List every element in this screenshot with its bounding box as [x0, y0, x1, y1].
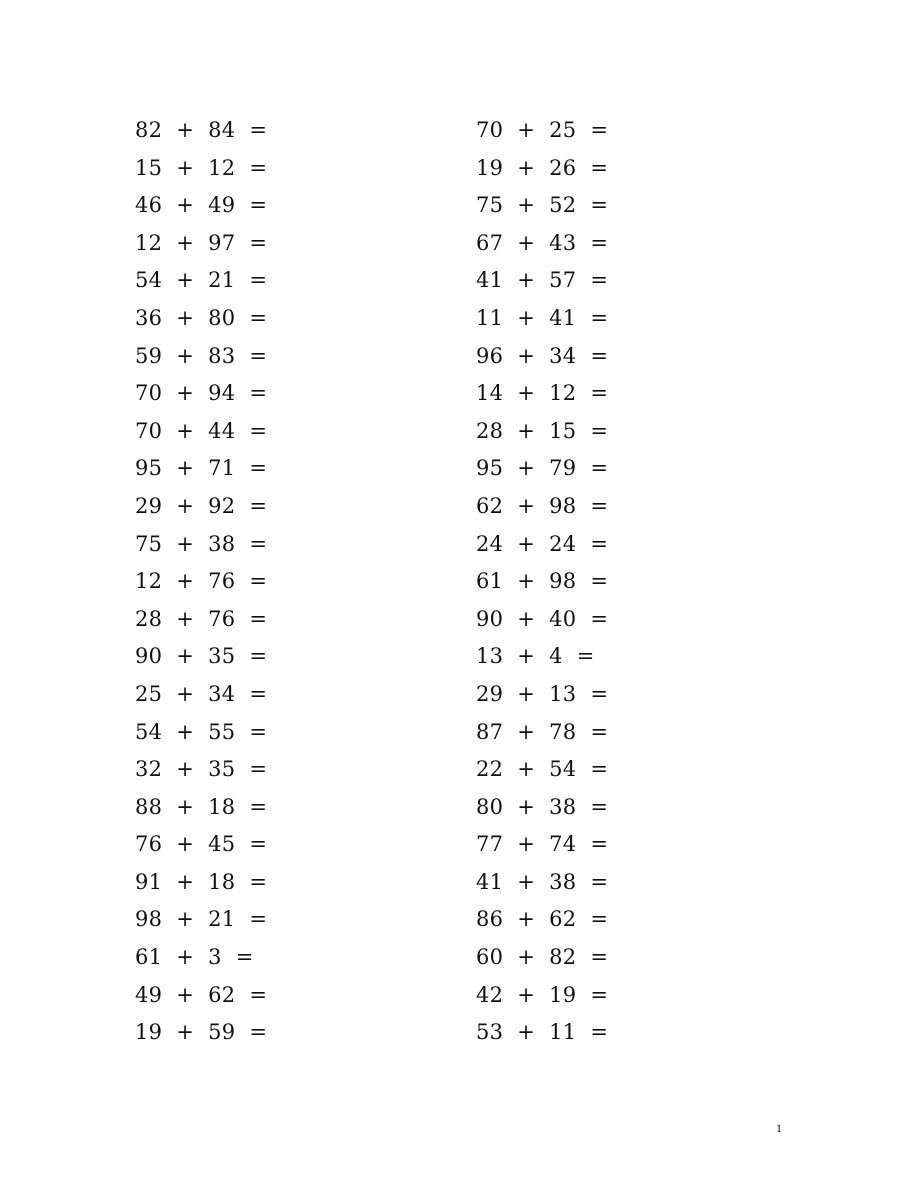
math-problem: 61 + 3 =	[135, 945, 254, 970]
math-problem: 22 + 54 =	[476, 757, 609, 782]
math-problem: 77 + 74 =	[476, 832, 609, 857]
math-problem: 87 + 78 =	[476, 719, 609, 744]
math-problem: 11 + 41 =	[476, 305, 609, 330]
math-problem: 29 + 13 =	[476, 681, 609, 706]
math-problem: 98 + 21 =	[135, 907, 268, 932]
math-problem: 75 + 52 =	[476, 193, 609, 218]
math-problem: 49 + 62 =	[135, 982, 268, 1007]
math-problem: 61 + 98 =	[476, 569, 609, 594]
math-problem: 90 + 40 =	[476, 606, 609, 631]
math-problem: 76 + 45 =	[135, 832, 268, 857]
math-problem: 15 + 12 =	[135, 155, 268, 180]
right-problem-column	[476, 112, 776, 1052]
math-problem: 41 + 57 =	[476, 268, 609, 293]
math-problem: 13 + 4 =	[476, 644, 595, 669]
math-problem: 70 + 44 =	[135, 418, 268, 443]
math-problem: 60 + 82 =	[476, 945, 609, 970]
math-problem: 80 + 38 =	[476, 794, 609, 819]
math-problem: 53 + 11 =	[476, 1020, 609, 1045]
math-problem: 82 + 84 =	[135, 118, 268, 142]
math-problem: 88 + 18 =	[135, 794, 268, 819]
math-problem: 95 + 79 =	[476, 456, 609, 481]
math-problem: 59 + 83 =	[135, 343, 268, 368]
left-problem-column	[135, 112, 435, 1052]
math-problem: 25 + 34 =	[135, 681, 268, 706]
page-number: 1	[776, 1121, 782, 1135]
math-problem: 86 + 62 =	[476, 907, 609, 932]
math-problem: 28 + 15 =	[476, 418, 609, 443]
math-problem: 75 + 38 =	[135, 531, 268, 556]
math-problem: 12 + 97 =	[135, 230, 268, 255]
math-problem: 91 + 18 =	[135, 869, 268, 894]
math-problem: 96 + 34 =	[476, 343, 609, 368]
math-problem: 41 + 38 =	[476, 869, 609, 894]
math-problem: 19 + 26 =	[476, 155, 609, 180]
math-problem: 54 + 55 =	[135, 719, 268, 744]
math-problem: 70 + 94 =	[135, 381, 268, 406]
math-problem: 24 + 24 =	[476, 531, 609, 556]
math-problem: 46 + 49 =	[135, 193, 268, 218]
math-problem: 32 + 35 =	[135, 757, 268, 782]
math-problem: 70 + 25 =	[476, 118, 609, 142]
math-problem: 95 + 71 =	[135, 456, 268, 481]
math-problem: 28 + 76 =	[135, 606, 268, 631]
math-problem: 29 + 92 =	[135, 493, 268, 518]
math-problem: 54 + 21 =	[135, 268, 268, 293]
math-problem: 42 + 19 =	[476, 982, 609, 1007]
math-problem: 90 + 35 =	[135, 644, 268, 669]
math-problem: 14 + 12 =	[476, 381, 609, 406]
math-problem: 19 + 59 =	[135, 1020, 268, 1045]
math-problem: 67 + 43 =	[476, 230, 609, 255]
math-problem: 36 + 80 =	[135, 305, 268, 330]
math-problem: 12 + 76 =	[135, 569, 268, 594]
math-problem: 62 + 98 =	[476, 493, 609, 518]
